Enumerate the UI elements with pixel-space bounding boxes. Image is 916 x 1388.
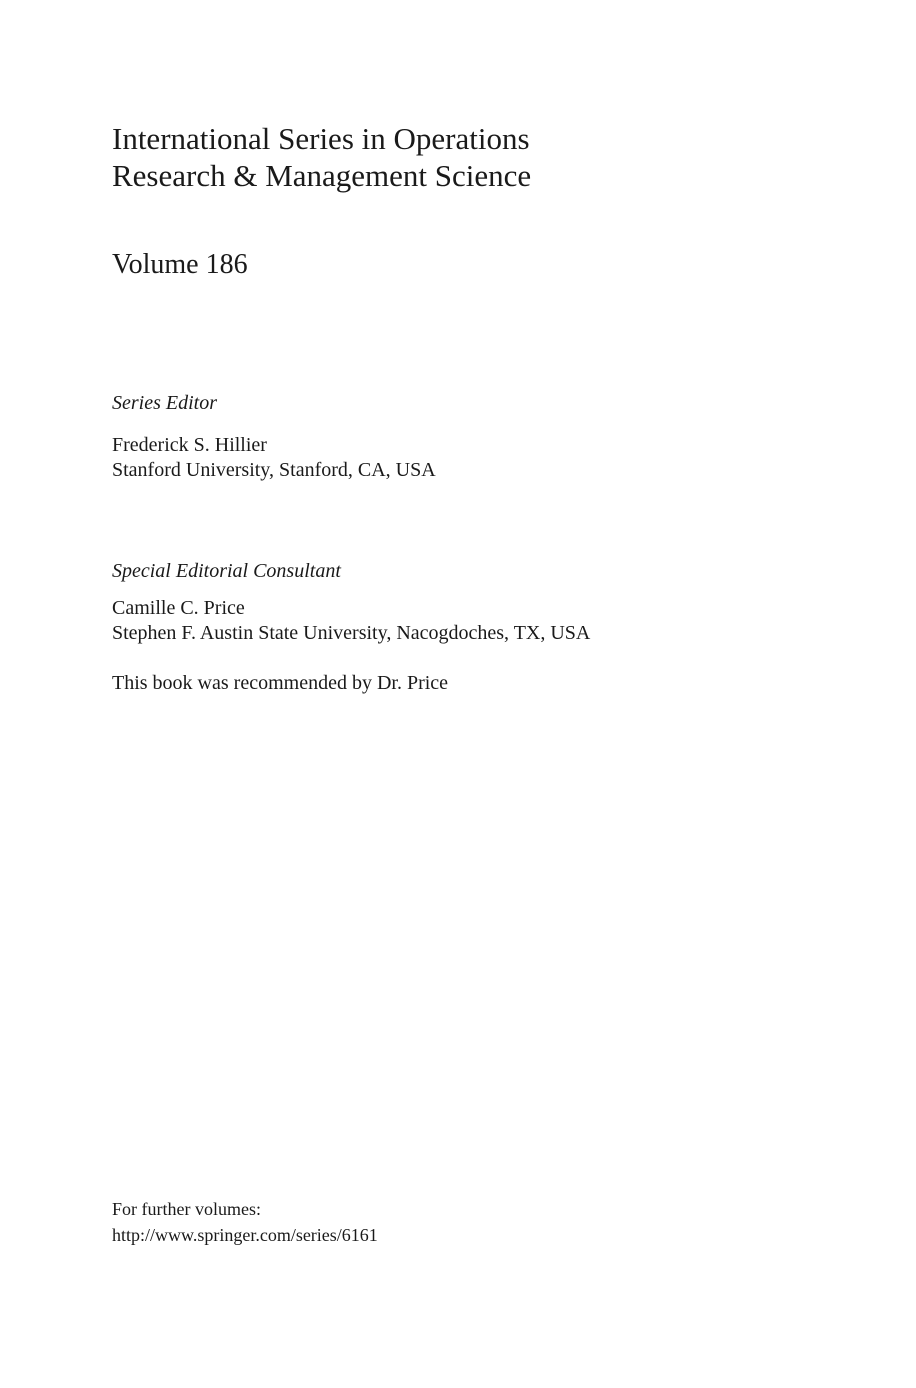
consultant-affiliation: Stephen F. Austin State University, Nacogdoches, TX, USA [112, 622, 591, 644]
consultant-name: Camille C. Price [112, 597, 245, 619]
series-editor-block [112, 433, 436, 483]
consultant-role: Special Editorial Consultant [112, 560, 341, 582]
series-title-line-2: Research & Management Science [112, 158, 532, 193]
further-volumes-label: For further volumes: [112, 1199, 261, 1219]
volume-number: Volume 186 [112, 249, 248, 280]
further-volumes [112, 1196, 378, 1248]
series-editor-affiliation: Stanford University, Stanford, CA, USA [112, 459, 436, 481]
series-editor-name: Frederick S. Hillier [112, 434, 267, 456]
series-title [112, 120, 531, 194]
consultant-block [112, 596, 590, 646]
series-title-line-1: International Series in Operations [112, 121, 530, 156]
recommendation-note: This book was recommended by Dr. Price [112, 672, 449, 694]
series-url-link[interactable]: http://www.springer.com/series/6161 [112, 1225, 378, 1245]
series-editor-role: Series Editor [112, 392, 217, 414]
